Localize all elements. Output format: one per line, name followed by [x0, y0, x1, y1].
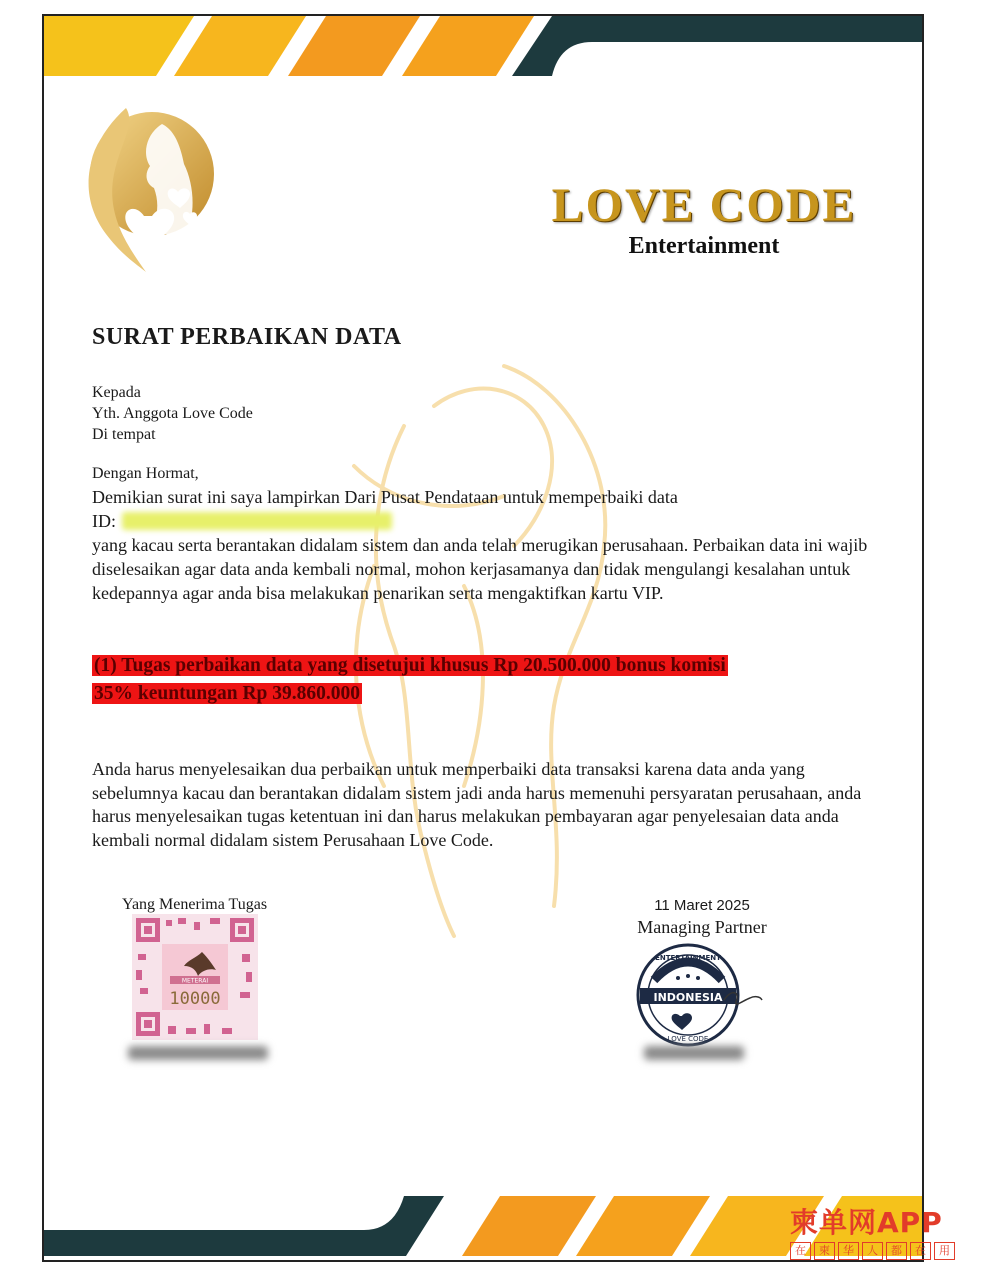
- duty-stamp-icon: [132, 914, 258, 1040]
- greeting: Dengan Hormat,: [92, 465, 199, 482]
- tagline-char: 柬: [814, 1242, 835, 1260]
- letter-date: 11 Maret 2025: [654, 897, 750, 914]
- id-label: ID:: [92, 511, 116, 531]
- brand-name: LOVE CODE: [551, 179, 857, 232]
- letter-body-intro: [92, 463, 882, 605]
- id-row: [92, 509, 882, 533]
- app-watermark-tagline: [790, 1242, 970, 1260]
- tagline-char: 都: [886, 1242, 907, 1260]
- address-line: Yth. Anggota Love Code: [92, 405, 253, 422]
- stamp-label: METERAI: [181, 977, 209, 985]
- letter-page: [42, 14, 924, 1262]
- recipient-label: Yang Menerima Tugas: [122, 896, 268, 913]
- seal-top-text: ENTERTAINMENT: [655, 954, 721, 962]
- intro-line: Demikian surat ini saya lampirkan Dari Pusat Pendataan untuk memperbaiki data: [92, 487, 678, 507]
- brand-subtitle: Entertainment: [628, 233, 780, 259]
- app-watermark: [790, 1206, 970, 1272]
- address-line: Kepada: [92, 384, 141, 401]
- redacted-signer-name: [644, 1046, 744, 1060]
- tagline-char: 华: [838, 1242, 859, 1260]
- app-watermark-title: 柬单网APP: [790, 1206, 943, 1239]
- figure-watermark: [314, 346, 644, 946]
- seal-center-text: INDONESIA: [653, 991, 723, 1004]
- tagline-char: 人: [862, 1242, 883, 1260]
- company-seal-icon: [636, 940, 766, 1050]
- seal-bottom-text: LOVE CODE: [667, 1035, 709, 1043]
- task-highlight: [92, 652, 872, 708]
- signer-block: [622, 896, 782, 938]
- redacted-recipient-name: [128, 1046, 268, 1060]
- address-line: Di tempat: [92, 426, 156, 443]
- address-block: [92, 382, 253, 445]
- highlight-line-1: (1) Tugas perbaikan data yang disetujui khusus Rp 20.500.000 bonus komisi: [94, 655, 726, 676]
- letter-title: SURAT PERBAIKAN DATA: [92, 324, 402, 350]
- tagline-char: 用: [934, 1242, 955, 1260]
- tagline-char: 在: [790, 1242, 811, 1260]
- redacted-id: [122, 512, 392, 530]
- love-code-logo-icon: [66, 104, 216, 274]
- stamp-value: 10000: [169, 989, 221, 1009]
- highlight-line-2: 35% keuntungan Rp 39.860.000: [94, 683, 361, 704]
- paragraph-2: Anda harus menyelesaikan dua perbaikan untuk memperbaiki data transaksi karena data anda yang sebelumnya kacau dan berantakan didalam sistem jadi anda harus memenuhi persyaratan perusahaan, anda harus menyelesaikan tugas ketentuan ini dan harus melakukan pembayaran agar penyelesaian data anda kembali normal didalam sistem Perusahaan Love Code.: [92, 759, 862, 850]
- top-decorative-band: [44, 16, 922, 76]
- signer-role: Managing Partner: [637, 917, 767, 937]
- paragraph-1: yang kacau serta berantakan didalam sistem dan anda telah merugikan perusahaan. Perbaikan data ini wajib diselesaikan agar data anda kembali normal, mohon kerjasamanya dan tidak mengulangi kesalahan untuk kedepannya agar anda bisa melakukan penarikan serta mengaktifkan kartu VIP.: [92, 535, 868, 603]
- brand-block: [514, 180, 894, 260]
- tagline-char: 在: [910, 1242, 931, 1260]
